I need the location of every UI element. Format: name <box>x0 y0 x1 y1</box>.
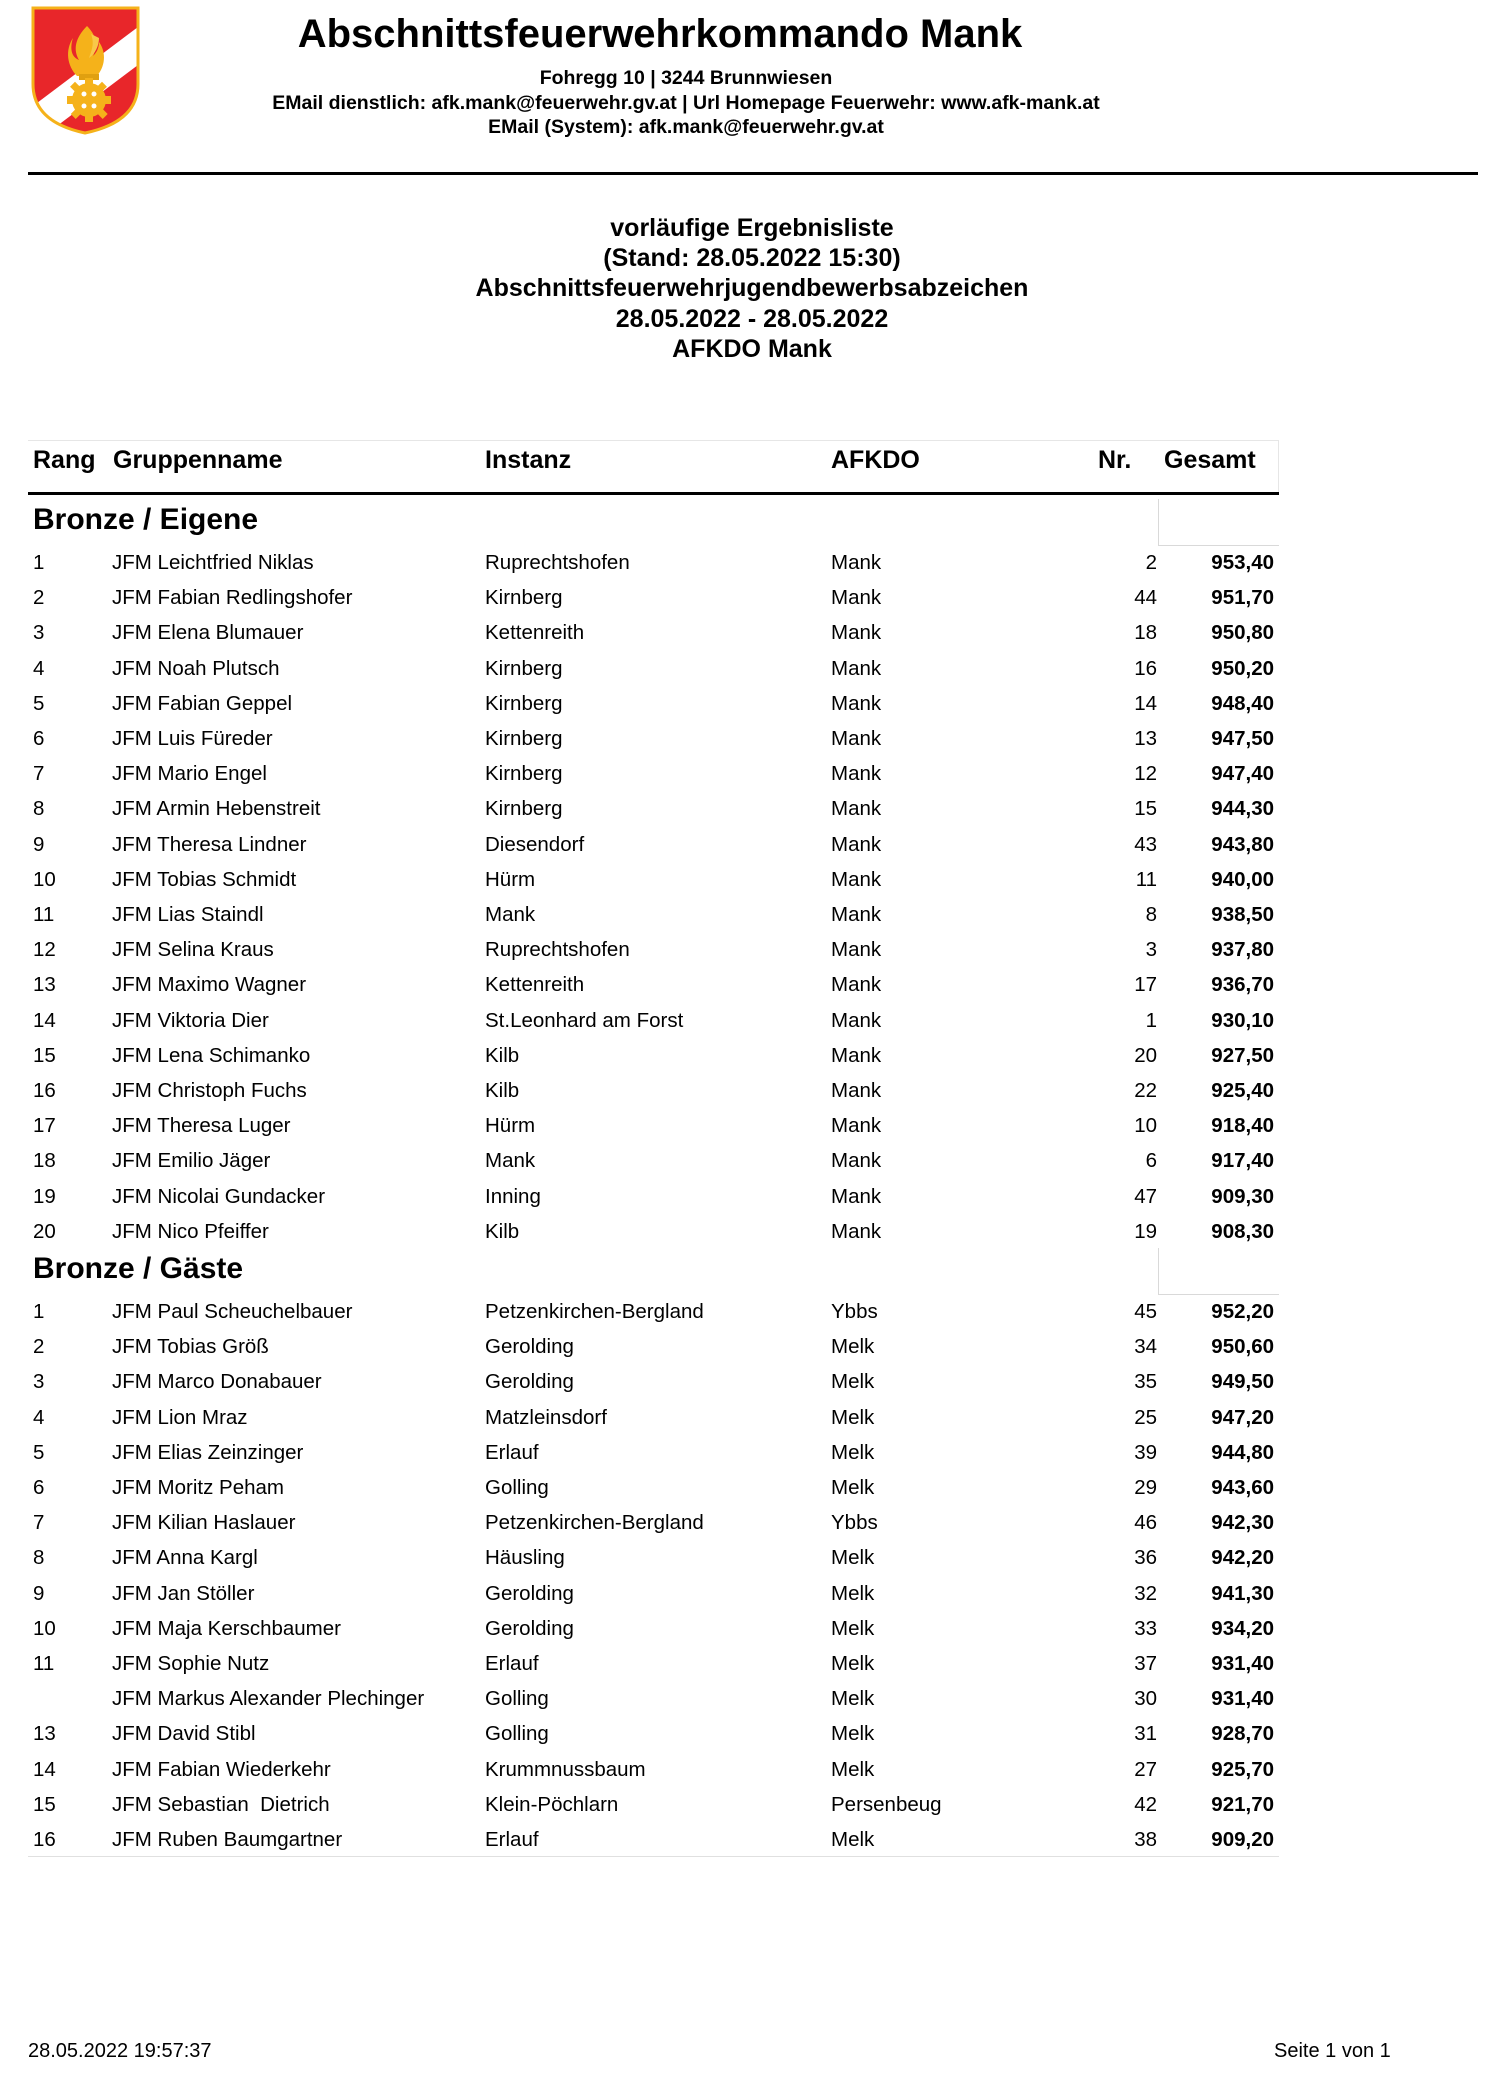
table-row <box>28 686 1279 721</box>
report-district: AFKDO Mank <box>672 335 832 363</box>
cell-instanz: Gerolding <box>485 1616 574 1640</box>
cell-instanz: Matzleinsdorf <box>485 1405 607 1429</box>
cell-gruppenname: JFM Marco Donabauer <box>112 1370 322 1394</box>
cell-gruppenname: JFM Mario Engel <box>112 762 267 786</box>
cell-afkdo: Melk <box>831 1722 875 1746</box>
cell-nr: 15 <box>1134 797 1157 821</box>
cell-instanz: Hürm <box>485 1114 536 1138</box>
cell-instanz: Kirnberg <box>485 762 563 786</box>
cell-rang: 20 <box>33 1219 56 1243</box>
cell-gesamt: 909,30 <box>1211 1184 1274 1208</box>
cell-gruppenname: JFM Lion Mraz <box>112 1405 248 1429</box>
cell-rang: 6 <box>33 727 45 750</box>
table-row <box>28 1038 1279 1073</box>
cell-gruppenname: JFM David Stibl <box>112 1722 256 1746</box>
report-status: (Stand: 28.05.2022 15:30) <box>603 244 901 272</box>
cell-gesamt: 931,40 <box>1211 1652 1274 1675</box>
cell-instanz: Mank <box>485 903 536 926</box>
cell-afkdo: Mank <box>831 551 882 574</box>
contact-line: EMail dienstlich: afk.mank@feuerwehr.gv.at | Url Homepage Feuerwehr: www.afk-mank.at <box>272 92 1100 114</box>
cell-gesamt: 925,40 <box>1211 1079 1274 1102</box>
table-row <box>28 1329 1279 1364</box>
table-row <box>28 1294 1279 1329</box>
cell-instanz: Kirnberg <box>485 797 563 821</box>
cell-gruppenname: JFM Tobias Schmidt <box>112 867 297 891</box>
table-row <box>28 1822 1279 1857</box>
cell-gesamt: 942,30 <box>1211 1511 1274 1535</box>
cell-rang: 11 <box>33 1652 55 1675</box>
cell-gesamt: 950,80 <box>1211 621 1274 645</box>
cell-afkdo: Mank <box>831 973 882 997</box>
cell-instanz: Kettenreith <box>485 621 585 645</box>
cell-nr: 36 <box>1134 1546 1157 1570</box>
cell-gesamt: 948,40 <box>1211 691 1274 715</box>
table-row <box>28 791 1279 826</box>
cell-gruppenname: JFM Fabian Redlingshofer <box>112 586 353 610</box>
cell-nr: 6 <box>1145 1149 1157 1173</box>
cell-gruppenname: JFM Leichtfried Niklas <box>112 551 314 574</box>
cell-gruppenname: JFM Selina Kraus <box>112 938 274 962</box>
cell-gruppenname: JFM Luis Füreder <box>112 727 273 750</box>
cell-nr: 14 <box>1134 691 1157 715</box>
cell-instanz: Klein-Pöchlarn <box>485 1792 619 1816</box>
table-row <box>28 1681 1279 1716</box>
cell-nr: 38 <box>1134 1828 1157 1851</box>
cell-afkdo: Mank <box>831 938 882 962</box>
cell-gesamt: 951,70 <box>1211 586 1274 610</box>
cell-gruppenname: JFM Kilian Haslauer <box>112 1511 296 1535</box>
cell-rang: 13 <box>33 1722 56 1746</box>
cell-gruppenname: JFM Paul Scheuchelbauer <box>112 1300 353 1323</box>
cell-afkdo: Melk <box>831 1687 875 1711</box>
cell-nr: 22 <box>1134 1079 1157 1102</box>
cell-afkdo: Mank <box>831 762 882 786</box>
cell-nr: 17 <box>1134 973 1157 997</box>
cell-nr: 20 <box>1134 1043 1157 1067</box>
cell-instanz: Kilb <box>485 1079 520 1102</box>
table-row <box>28 1073 1279 1108</box>
cell-nr: 32 <box>1134 1581 1157 1605</box>
cell-afkdo: Melk <box>831 1652 875 1675</box>
cell-rang: 2 <box>33 1335 45 1359</box>
cell-gesamt: 909,20 <box>1211 1828 1274 1851</box>
cell-gesamt: 936,70 <box>1211 973 1274 997</box>
cell-instanz: Gerolding <box>485 1581 574 1605</box>
cell-gruppenname: JFM Nicolai Gundacker <box>112 1184 326 1208</box>
cell-rang: 6 <box>33 1476 45 1499</box>
cell-gruppenname: JFM Ruben Baumgartner <box>112 1828 343 1851</box>
cell-gruppenname: JFM Theresa Lindner <box>112 832 307 856</box>
cell-rang: 15 <box>33 1792 56 1816</box>
cell-afkdo: Mank <box>831 797 882 821</box>
table-row <box>28 1716 1279 1751</box>
cell-rang: 14 <box>33 1008 56 1032</box>
cell-gesamt: 917,40 <box>1211 1149 1274 1173</box>
cell-nr: 13 <box>1134 727 1157 750</box>
cell-gruppenname: JFM Noah Plutsch <box>112 656 280 680</box>
cell-gruppenname: JFM Christoph Fuchs <box>112 1079 307 1102</box>
cell-rang: 7 <box>33 1511 45 1535</box>
cell-gruppenname: JFM Armin Hebenstreit <box>112 797 321 821</box>
cell-gruppenname: JFM Markus Alexander Plechinger <box>112 1687 425 1711</box>
cell-nr: 47 <box>1134 1184 1157 1208</box>
cell-nr: 3 <box>1145 938 1157 962</box>
cell-rang: 19 <box>33 1184 56 1208</box>
report-title: vorläufige Ergebnisliste <box>610 214 894 242</box>
cell-gesamt: 942,20 <box>1211 1546 1274 1570</box>
column-header-rang: Rang <box>33 446 96 474</box>
cell-gesamt: 921,70 <box>1211 1792 1274 1816</box>
table-row <box>28 1540 1279 1575</box>
cell-afkdo: Persenbeug <box>831 1792 942 1816</box>
cell-instanz: Hürm <box>485 867 536 891</box>
cell-rang: 7 <box>33 762 45 786</box>
column-header-gruppenname: Gruppenname <box>113 446 283 474</box>
cell-gruppenname: JFM Sophie Nutz <box>112 1652 270 1675</box>
cell-nr: 11 <box>1135 867 1157 891</box>
cell-rang: 11 <box>33 903 55 926</box>
cell-rang: 3 <box>33 621 45 645</box>
table-row <box>28 615 1279 650</box>
cell-afkdo: Mank <box>831 691 882 715</box>
cell-rang: 13 <box>33 973 56 997</box>
cell-gesamt: 934,20 <box>1211 1616 1274 1640</box>
cell-gruppenname: JFM Emilio Jäger <box>112 1149 271 1173</box>
cell-gruppenname: JFM Anna Kargl <box>112 1546 258 1570</box>
cell-instanz: Petzenkirchen-Bergland <box>485 1511 704 1535</box>
cell-nr: 37 <box>1134 1652 1157 1675</box>
table-row <box>28 1611 1279 1646</box>
cell-gesamt: 937,80 <box>1211 938 1274 962</box>
section-header-box <box>1158 1248 1279 1295</box>
cell-gesamt: 938,50 <box>1211 903 1274 926</box>
cell-afkdo: Mank <box>831 586 882 610</box>
cell-nr: 8 <box>1145 903 1157 926</box>
table-row <box>28 651 1279 686</box>
cell-afkdo: Mank <box>831 621 882 645</box>
cell-instanz: Erlauf <box>485 1828 539 1851</box>
table-row <box>28 967 1279 1002</box>
cell-instanz: Kirnberg <box>485 656 563 680</box>
cell-afkdo: Mank <box>831 1219 882 1243</box>
table-row <box>28 1364 1279 1399</box>
cell-rang: 1 <box>33 1300 45 1323</box>
table-row <box>28 1752 1279 1787</box>
cell-rang: 14 <box>33 1757 56 1781</box>
cell-gesamt: 908,30 <box>1211 1219 1274 1243</box>
cell-afkdo: Mank <box>831 1079 882 1102</box>
report-competition: Abschnittsfeuerwehrjugendbewerbsabzeichen <box>475 274 1029 302</box>
cell-instanz: Golling <box>485 1476 549 1499</box>
cell-gesamt: 947,40 <box>1211 762 1274 786</box>
cell-nr: 43 <box>1134 832 1157 856</box>
cell-gruppenname: JFM Maximo Wagner <box>112 973 307 997</box>
cell-instanz: Erlauf <box>485 1440 539 1464</box>
cell-rang: 9 <box>33 1581 45 1605</box>
cell-gesamt: 952,20 <box>1211 1300 1274 1323</box>
report-date-range: 28.05.2022 - 28.05.2022 <box>615 305 889 333</box>
cell-nr: 19 <box>1134 1219 1157 1243</box>
cell-gesamt: 925,70 <box>1211 1757 1274 1781</box>
table-row <box>28 545 1279 580</box>
table-row <box>28 827 1279 862</box>
table-row <box>28 1214 1279 1249</box>
cell-instanz: Petzenkirchen-Bergland <box>485 1300 704 1323</box>
cell-rang: 16 <box>33 1828 56 1851</box>
cell-gesamt: 941,30 <box>1211 1581 1274 1605</box>
cell-instanz: Mank <box>485 1149 536 1173</box>
table-row <box>28 1143 1279 1178</box>
cell-rang: 5 <box>33 691 45 715</box>
cell-afkdo: Melk <box>831 1616 875 1640</box>
cell-rang: 18 <box>33 1149 56 1173</box>
table-row <box>28 1435 1279 1470</box>
section-title-bronze-eigene: Bronze / Eigene <box>33 503 259 536</box>
table-top-border <box>28 440 1279 441</box>
table-row <box>28 1505 1279 1540</box>
table-row <box>28 932 1279 967</box>
cell-rang: 8 <box>33 797 45 821</box>
cell-rang: 8 <box>33 1546 45 1570</box>
cell-gruppenname: JFM Elena Blumauer <box>112 621 304 645</box>
column-header-gesamt: Gesamt <box>1164 446 1256 474</box>
cell-gruppenname: JFM Jan Stöller <box>112 1581 255 1605</box>
cell-gruppenname: JFM Fabian Wiederkehr <box>112 1757 331 1781</box>
cell-instanz: Erlauf <box>485 1652 539 1675</box>
print-timestamp: 28.05.2022 19:57:37 <box>28 2040 212 2062</box>
cell-rang: 4 <box>33 1405 45 1429</box>
cell-gesamt: 928,70 <box>1211 1722 1274 1746</box>
cell-nr: 46 <box>1134 1511 1157 1535</box>
table-row <box>28 1400 1279 1435</box>
cell-instanz: Diesendorf <box>485 832 585 856</box>
cell-instanz: Kirnberg <box>485 727 563 750</box>
cell-afkdo: Melk <box>831 1335 875 1359</box>
cell-rang: 17 <box>33 1114 56 1138</box>
cell-nr: 44 <box>1134 586 1157 610</box>
cell-gesamt: 930,10 <box>1211 1008 1274 1032</box>
cell-nr: 16 <box>1134 656 1157 680</box>
table-row <box>28 1576 1279 1611</box>
section-title-bronze-gaeste: Bronze / Gäste <box>33 1252 244 1285</box>
cell-nr: 12 <box>1134 762 1157 786</box>
system-email-line: EMail (System): afk.mank@feuerwehr.gv.at <box>488 116 884 138</box>
table-row <box>28 580 1279 615</box>
cell-rang: 12 <box>33 938 56 962</box>
cell-nr: 25 <box>1134 1405 1157 1429</box>
cell-afkdo: Mank <box>831 1184 882 1208</box>
cell-gesamt: 947,20 <box>1211 1405 1274 1429</box>
cell-gesamt: 949,50 <box>1211 1370 1274 1394</box>
cell-instanz: Ruprechtshofen <box>485 551 630 574</box>
cell-gesamt: 953,40 <box>1211 551 1274 574</box>
cell-nr: 10 <box>1134 1114 1157 1138</box>
cell-instanz: Kirnberg <box>485 691 563 715</box>
cell-rang: 10 <box>33 867 56 891</box>
cell-nr: 18 <box>1134 621 1157 645</box>
cell-nr: 2 <box>1145 551 1157 574</box>
cell-gruppenname: JFM Maja Kerschbaumer <box>112 1616 341 1640</box>
cell-gesamt: 950,60 <box>1211 1335 1274 1359</box>
cell-rang: 2 <box>33 586 45 610</box>
cell-instanz: Krummnussbaum <box>485 1757 646 1781</box>
column-header-nr: Nr. <box>1098 446 1132 474</box>
table-bottom-border <box>28 1856 1279 1857</box>
table-row <box>28 1179 1279 1214</box>
cell-afkdo: Melk <box>831 1828 875 1851</box>
table-row <box>28 1003 1279 1038</box>
cell-gruppenname: JFM Lena Schimanko <box>112 1043 311 1067</box>
cell-rang: 1 <box>33 551 45 574</box>
cell-rang: 4 <box>33 656 45 680</box>
cell-afkdo: Mank <box>831 1149 882 1173</box>
cell-instanz: Häusling <box>485 1546 565 1570</box>
cell-instanz: Golling <box>485 1687 549 1711</box>
cell-afkdo: Mank <box>831 1114 882 1138</box>
cell-instanz: Kettenreith <box>485 973 585 997</box>
cell-gruppenname: JFM Moritz Peham <box>112 1476 284 1499</box>
header-divider <box>28 172 1478 175</box>
cell-nr: 30 <box>1134 1687 1157 1711</box>
table-header-right-border <box>1278 440 1279 492</box>
cell-gruppenname: JFM Fabian Geppel <box>112 691 293 715</box>
cell-nr: 1 <box>1145 1008 1157 1032</box>
cell-instanz: Gerolding <box>485 1370 574 1394</box>
address-line: Fohregg 10 | 3244 Brunnwiesen <box>539 67 833 89</box>
table-row <box>28 1108 1279 1143</box>
cell-afkdo: Melk <box>831 1581 875 1605</box>
cell-instanz: Inning <box>485 1184 541 1208</box>
cell-rang: 15 <box>33 1043 56 1067</box>
cell-nr: 42 <box>1134 1792 1157 1816</box>
cell-gesamt: 943,80 <box>1211 832 1274 856</box>
cell-gesamt: 944,80 <box>1211 1440 1274 1464</box>
cell-gesamt: 944,30 <box>1211 797 1274 821</box>
cell-instanz: Kilb <box>485 1043 520 1067</box>
cell-afkdo: Mank <box>831 867 882 891</box>
cell-nr: 35 <box>1134 1370 1157 1394</box>
cell-afkdo: Ybbs <box>831 1511 878 1535</box>
cell-afkdo: Mank <box>831 727 882 750</box>
cell-gruppenname: JFM Lias Staindl <box>112 903 264 926</box>
cell-afkdo: Melk <box>831 1476 875 1499</box>
cell-instanz: St.Leonhard am Forst <box>485 1008 684 1032</box>
cell-rang: 10 <box>33 1616 56 1640</box>
cell-gesamt: 927,50 <box>1211 1043 1274 1067</box>
cell-gesamt: 943,60 <box>1211 1476 1274 1499</box>
cell-afkdo: Mank <box>831 656 882 680</box>
table-row <box>28 721 1279 756</box>
cell-afkdo: Mank <box>831 903 882 926</box>
table-row <box>28 1787 1279 1822</box>
table-row <box>28 756 1279 791</box>
cell-gruppenname: JFM Tobias Größ <box>112 1335 269 1359</box>
organization-title: Abschnittsfeuerwehrkommando Mank <box>297 12 1023 56</box>
cell-afkdo: Mank <box>831 1043 882 1067</box>
cell-gesamt: 950,20 <box>1211 656 1274 680</box>
cell-instanz: Golling <box>485 1722 549 1746</box>
table-row <box>28 862 1279 897</box>
cell-gesamt: 918,40 <box>1211 1114 1274 1138</box>
cell-rang: 3 <box>33 1370 45 1394</box>
cell-gruppenname: JFM Viktoria Dier <box>112 1008 269 1032</box>
cell-instanz: Kilb <box>485 1219 520 1243</box>
cell-nr: 39 <box>1134 1440 1157 1464</box>
cell-afkdo: Mank <box>831 832 882 856</box>
cell-nr: 29 <box>1134 1476 1157 1499</box>
cell-rang: 16 <box>33 1079 56 1102</box>
cell-afkdo: Melk <box>831 1405 875 1429</box>
cell-instanz: Gerolding <box>485 1335 574 1359</box>
cell-afkdo: Ybbs <box>831 1300 878 1323</box>
cell-afkdo: Mank <box>831 1008 882 1032</box>
table-row <box>28 897 1279 932</box>
cell-afkdo: Melk <box>831 1546 875 1570</box>
table-header-underline <box>28 492 1279 495</box>
cell-gesamt: 940,00 <box>1211 867 1274 891</box>
cell-gruppenname: JFM Theresa Luger <box>112 1114 291 1138</box>
column-header-afkdo: AFKDO <box>831 446 920 474</box>
cell-instanz: Ruprechtshofen <box>485 938 630 962</box>
cell-afkdo: Melk <box>831 1757 875 1781</box>
cell-gesamt: 947,50 <box>1211 727 1274 750</box>
cell-rang: 9 <box>33 832 45 856</box>
cell-rang: 5 <box>33 1440 45 1464</box>
page-number: Seite 1 von 1 <box>1274 2040 1391 2062</box>
cell-gruppenname: JFM Sebastian Dietrich <box>112 1792 330 1816</box>
cell-nr: 27 <box>1134 1757 1157 1781</box>
table-row <box>28 1646 1279 1681</box>
cell-gesamt: 931,40 <box>1211 1687 1274 1711</box>
cell-afkdo: Melk <box>831 1440 875 1464</box>
column-header-instanz: Instanz <box>485 446 572 474</box>
table-row <box>28 1470 1279 1505</box>
cell-afkdo: Melk <box>831 1370 875 1394</box>
cell-nr: 34 <box>1134 1335 1157 1359</box>
section-header-box <box>1158 499 1279 546</box>
cell-nr: 33 <box>1134 1616 1157 1640</box>
cell-nr: 31 <box>1134 1722 1157 1746</box>
cell-gruppenname: JFM Elias Zeinzinger <box>112 1440 304 1464</box>
cell-nr: 45 <box>1134 1300 1157 1323</box>
cell-instanz: Kirnberg <box>485 586 563 610</box>
cell-gruppenname: JFM Nico Pfeiffer <box>112 1219 269 1243</box>
